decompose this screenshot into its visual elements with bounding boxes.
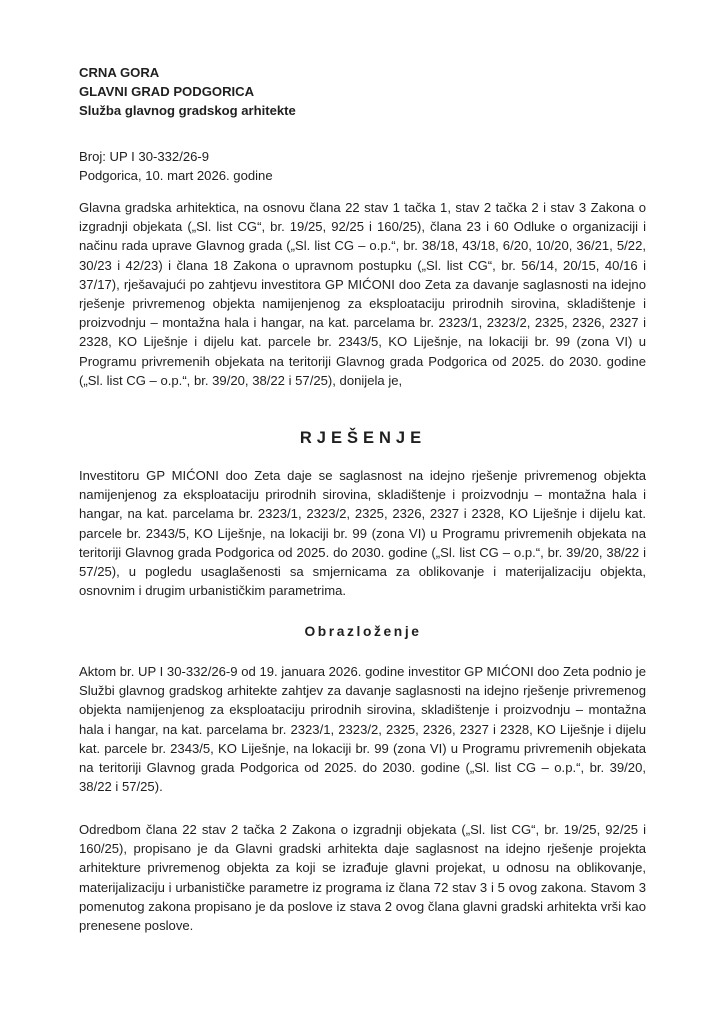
document-meta bbox=[79, 147, 273, 185]
header-country: CRNA GORA bbox=[79, 65, 160, 80]
decision-title: RJEŠENJE bbox=[299, 429, 427, 447]
header-city: GLAVNI GRAD PODGORICA bbox=[79, 84, 255, 99]
reasoning-paragraph-1: Aktom br. UP I 30-332/26-9 od 19. januara 2026. godine investitor GP MIĆONI doo Zeta podnio je Službi glavnog gradskog arhitekte zahtjev za davanje saglasnosti na idejno rješenje privremenog objekta namijenjenog za eksploataciju prirodnih sirovina, skladištenje i proizvodnju – montažna hala i hangar, na kat. parcelama br. 2323/1, 2323/2, 2325, 2326, 2327 i 2328, KO Liješnje i dijelu kat. parcele br. 2343/5, KO Liješnje, na lokaciji br. 99 (zona VI) u Programu privremenih objekata na teritoriji Glavnog grada Podgorica od 2025. do 2030. godine („Sl. list CG – o.p.“, br. 39/20, 38/22 i 57/25). bbox=[79, 664, 646, 795]
header-office: Služba glavnog gradskog arhitekte bbox=[79, 103, 296, 118]
document-place-date: Podgorica, 10. mart 2026. godine bbox=[79, 168, 273, 183]
decision-paragraph: Investitoru GP MIĆONI doo Zeta daje se saglasnost na idejno rješenje privremenog objekta namijenjenog za eksploataciju prirodnih sirovina, skladištenje i proizvodnju – montažna hala i hangar, na kat. parcelama br. 2323/1, 2323/2, 2325, 2326, 2327 i 2328, KO Liješnje i dijelu kat. parcele br. 2343/5, KO Liješnje, na lokaciji br. 99 (zona VI) u Programu privremenih objekata na teritoriji Glavnog grada Podgorica od 2025. do 2030. godine („Sl. list CG – o.p.“, br. 39/20, 38/22 i 57/25), u pogledu usaglašenosti sa smjernicama za oblikovanje i materijalizaciju objekta, osnovnim i drugim urbanističkim parametrima. bbox=[79, 468, 646, 599]
document-number: Broj: UP I 30-332/26-9 bbox=[79, 149, 210, 164]
reasoning-paragraph-2: Odredbom člana 22 stav 2 tačka 2 Zakona o izgradnji objekata („Sl. list CG“, br. 19/25, 92/25 i 160/25), propisano je da Glavni gradski arhitekta daje saglasnost na idejno rješenje projekta arhitekture privremenog objekta za koji se izrađuje glavni projekat, u odnosu na oblikovanje, materijalizaciju i urbanističke parametre iz programa iz člana 72 stav 3 i 5 ovog zakona. Stavom 3 pomenutog zakona propisano je da poslove iz stava 2 ovog člana glavni gradski arhitekta vrši kao prenesene poslove. bbox=[79, 822, 646, 934]
reasoning-title: Obrazloženje bbox=[304, 624, 422, 639]
intro-paragraph: Glavna gradska arhitektica, na osnovu člana 22 stav 1 tačka 1, stav 2 tačka 2 i stav 3 Zakona o izgradnji objekata („Sl. list CG“, br. 19/25, 92/25 i 160/25), člana 23 i 60 Odluke o organizaciji i načinu rada uprave Glavnog grada („Sl. list CG – o.p.“, br. 38/18, 43/18, 6/20, 10/20, 36/21, 5/22, 30/23 i 42/23) i člana 18 Zakona o upravnom postupku („Sl. list CG“, br. 56/14, 20/15, 40/16 i 37/17), rješavajući po zahtjevu investitora GP MIĆONI doo Zeta za davanje saglasnosti na idejno rješenje privremenog objekta namijenjenog za eksploataciju prirodnih sirovina, skladištenje i proizvodnju – montažna hala i hangar, na kat. parcelama br. 2323/1, 2323/2, 2325, 2326, 2327 i 2328, KO Liješnje i dijelu kat. parcele br. 2343/5, KO Liješnje, na lokaciji br. 99 (zona VI) u Programu privremenih objekata na teritoriji Glavnog grada Podgorica od 2025. do 2030. godine („Sl. list CG – o.p.“, br. 39/20, 38/22 i 57/25), donijela je, bbox=[79, 200, 646, 388]
document-header bbox=[79, 63, 296, 120]
